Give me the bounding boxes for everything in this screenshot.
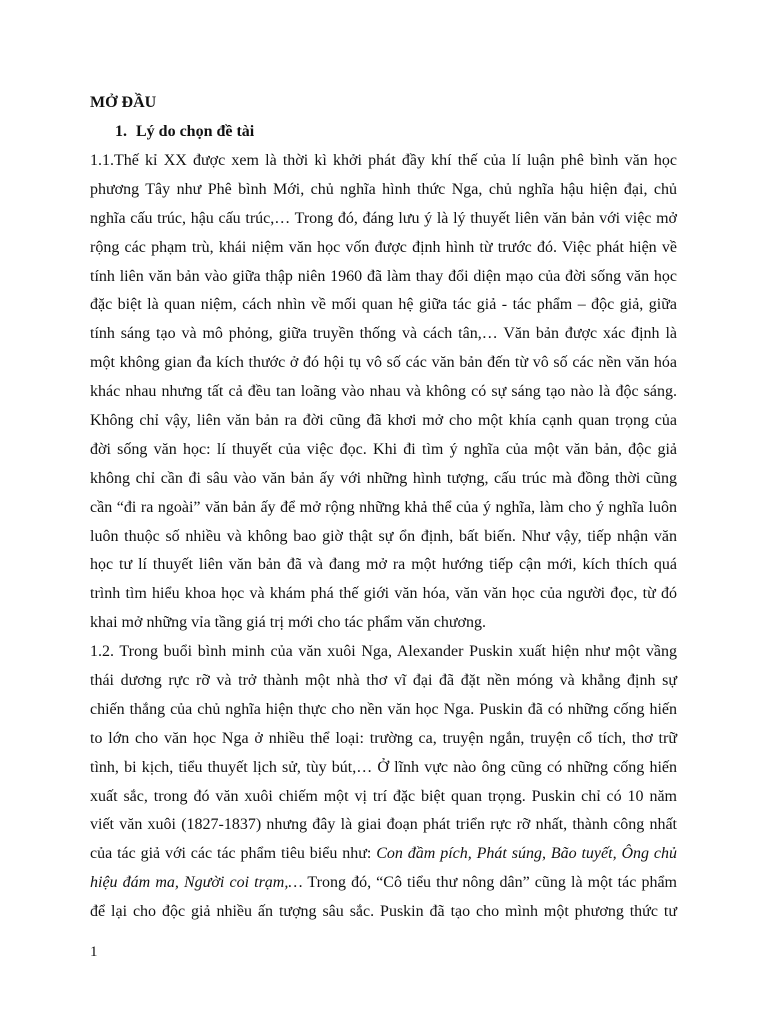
text-line: [90, 205, 677, 234]
body-text: [90, 147, 677, 927]
section-heading: [115, 121, 254, 143]
text-line: [90, 667, 677, 696]
text-segment: đặc biệt là quan niệm, cách nhìn về mối quan hệ giữa tác giả - tác phẩm – độc giả, giữa: [90, 296, 677, 314]
text-line: [90, 551, 677, 580]
text-line: [90, 811, 677, 840]
text-segment: tính liên văn bản vào giữa thập niên 1960 đã làm thay đổi diện mạo của đời sống văn học: [90, 267, 677, 285]
page-number: 1: [90, 944, 98, 960]
text-line: [90, 725, 677, 754]
text-segment: rộng các phạm trù, khái niệm văn học vốn được định hình từ trước đó. Việc phát hiện về: [90, 238, 677, 256]
text-line: [90, 465, 677, 494]
text-line: [90, 638, 677, 667]
text-segment: luôn thuộc số nhiều và không bao giờ thật sự ổn định, bất biến. Như vậy, tiếp nhận văn: [90, 527, 677, 545]
text-line: [90, 898, 677, 927]
text-segment: trình tìm hiểu khoa học và khám phá thế giới văn hóa, văn văn học của người đọc, từ đó: [90, 585, 677, 603]
italic-work-titles: Con đầm pích, Phát súng, Bão tuyết, Ông chủ: [376, 845, 677, 863]
text-segment: một không gian đa kích thước ở đó hội tụ vô số các văn bản đến từ vô số các nền văn hóa: [90, 354, 677, 372]
text-line: [90, 234, 677, 263]
text-segment: thái dương rực rỡ và trở thành một nhà thơ vĩ đại đã đặt nền móng và khẳng định sự: [90, 672, 677, 690]
text-line: [90, 263, 677, 292]
text-segment: cần “đi ra ngoài” văn bản ấy để mở rộng những khả thể của ý nghĩa, làm cho ý nghĩa luôn: [90, 498, 677, 516]
text-segment: phương Tây như Phê bình Mới, chủ nghĩa hình thức Nga, chủ nghĩa hậu hiện đại, chủ: [90, 180, 677, 198]
italic-work-titles: hiệu đám ma, Người coi trạm,…: [90, 874, 303, 892]
text-segment: viết văn xuôi (1827-1837) nhưng đây là giai đoạn phát triển rực rỡ nhất, thành công nhất: [90, 816, 677, 834]
text-segment: to lớn cho văn học Nga ở nhiều thể loại: trường ca, truyện ngắn, truyện cổ tích, thơ trữ: [90, 729, 677, 747]
text-segment: để lại cho độc giả nhiều ấn tượng sâu sắc. Puskin đã tạo cho mình một phương thức tư: [90, 903, 677, 921]
text-line: [90, 840, 677, 869]
document-heading: MỞ ĐẦU: [90, 94, 157, 111]
text-line: [90, 869, 677, 898]
text-line: [90, 320, 677, 349]
text-line: [90, 783, 677, 812]
text-segment: Trong đó, “Cô tiểu thư nông dân” cũng là một tác phẩm: [302, 874, 677, 892]
text-segment: chiến thắng của chủ nghĩa hiện thực cho nền văn học Nga. Puskin đã có những cống hiến: [90, 700, 677, 718]
text-line: [90, 349, 677, 378]
text-segment: học tư lí thuyết liên văn bản đã và đang mở ra một hướng tiếp cận mới, kích thích quá: [90, 556, 677, 574]
text-segment: khai mở những vỉa tầng giá trị mới cho tác phẩm văn chương.: [90, 614, 486, 632]
text-segment: tình, bi kịch, tiểu thuyết lịch sử, tùy bút,… Ở lĩnh vực nào ông cũng có những cống hiến: [90, 758, 677, 776]
text-segment: khác nhau nhưng tất cả đều tan loãng vào nhau và không có sự sáng tạo nào là độc sáng.: [90, 383, 677, 401]
text-segment: 1.2. Trong buổi bình minh của văn xuôi Nga, Alexander Puskin xuất hiện như một vầng: [90, 643, 677, 661]
text-segment: đời sống văn học: lí thuyết của việc đọc. Khi đi tìm ý nghĩa của một văn bản, độc giả: [90, 440, 677, 458]
text-line: [90, 291, 677, 320]
text-line: [90, 147, 677, 176]
text-line: [90, 609, 677, 638]
text-line: [90, 407, 677, 436]
text-segment: không chỉ cần đi sâu vào văn bản ấy với những hình tượng, cấu trúc mà đồng thời cũng: [90, 469, 677, 487]
text-line: [90, 436, 677, 465]
text-segment: nghĩa cấu trúc, hậu cấu trúc,… Trong đó, đáng lưu ý là lý thuyết liên văn bản với việc mở: [90, 209, 677, 227]
section-title: Lý do chọn đề tài: [136, 123, 255, 140]
text-segment: của tác giả với các tác phẩm tiêu biểu như:: [90, 845, 377, 863]
text-segment: Không chỉ vậy, liên văn bản ra đời cũng đã khơi mở cho một khía cạnh quan trọng của: [90, 412, 677, 430]
text-line: [90, 754, 677, 783]
text-line: [90, 176, 677, 205]
text-segment: xuất sắc, trong đó văn xuôi chiếm một vị trí đặc biệt quan trọng. Puskin chỉ có 10 năm: [90, 787, 677, 805]
section-number: 1.: [115, 123, 127, 140]
text-line: [90, 696, 677, 725]
text-line: [90, 580, 677, 609]
text-line: [90, 523, 677, 552]
text-line: [90, 378, 677, 407]
text-line: [90, 494, 677, 523]
text-segment: tính sáng tạo và mô phỏng, giữa truyền thống và cách tân,… Văn bản được xác định là: [90, 325, 677, 343]
text-segment: 1.1.Thế kỉ XX được xem là thời kì khởi phát đầy khí thế của lí luận phê bình văn học: [90, 152, 677, 169]
